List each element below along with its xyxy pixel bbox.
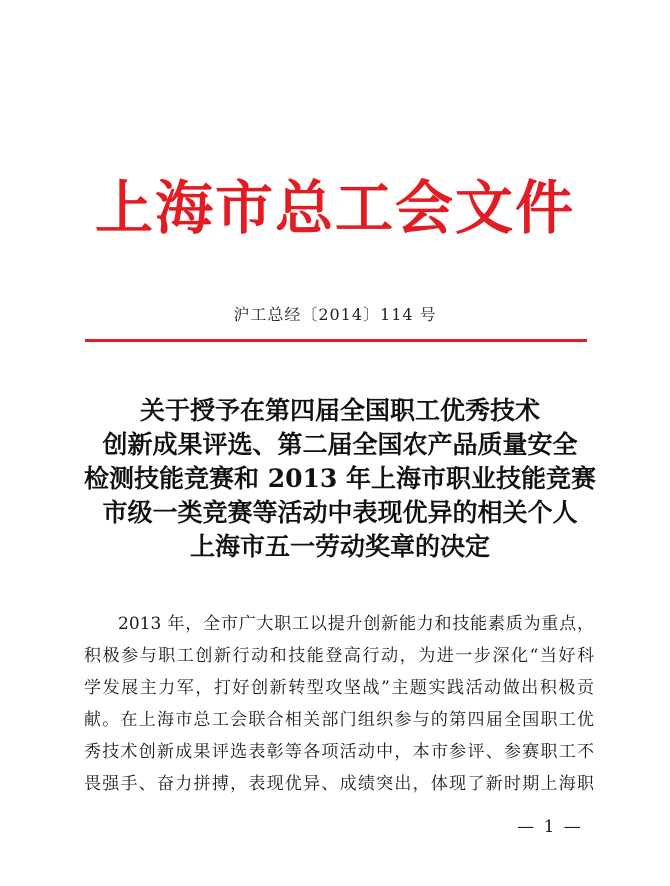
document-number: 沪工总经〔2014〕114 号 — [233, 305, 437, 324]
body-line-3: 学发展主力军，打好创新转型攻坚战”主题实践活动做出积极贡 — [84, 678, 594, 698]
red-separator-line — [85, 339, 587, 342]
body-line-1: 2013 年，全市广大职工以提升创新能力和技能素质为重点， — [118, 614, 594, 634]
title-line-3: 检测技能竞赛和 2013 年上海市职业技能竞赛 — [84, 464, 596, 493]
body-paragraph — [84, 608, 594, 800]
body-line-5: 秀技术创新成果评选表彰等各项活动中，本市参评、参赛职工不 — [84, 742, 594, 762]
title-line-4: 市级一类竞赛等活动中表现优异的相关个人 — [102, 498, 578, 527]
body-line-2: 积极参与职工创新行动和技能登高行动，为进一步深化“当好科 — [84, 646, 594, 666]
title-line-1: 关于授予在第四届全国职工优秀技术 — [139, 396, 540, 425]
issuer-masthead-title: 上海市总工会文件 — [94, 174, 575, 242]
document-title — [60, 394, 620, 564]
title-line-2: 创新成果评选、第二届全国农产品质量安全 — [102, 430, 578, 459]
body-line-4: 献。在上海市总工会联合相关部门组织参与的第四届全国职工优 — [84, 710, 594, 730]
page-number: — 1 — — [517, 817, 583, 837]
title-line-5: 上海市五一劳动奖章的决定 — [189, 532, 490, 561]
body-line-6: 畏强手、奋力拼搏，表现优异、成绩突出，体现了新时期上海职 — [84, 774, 594, 794]
